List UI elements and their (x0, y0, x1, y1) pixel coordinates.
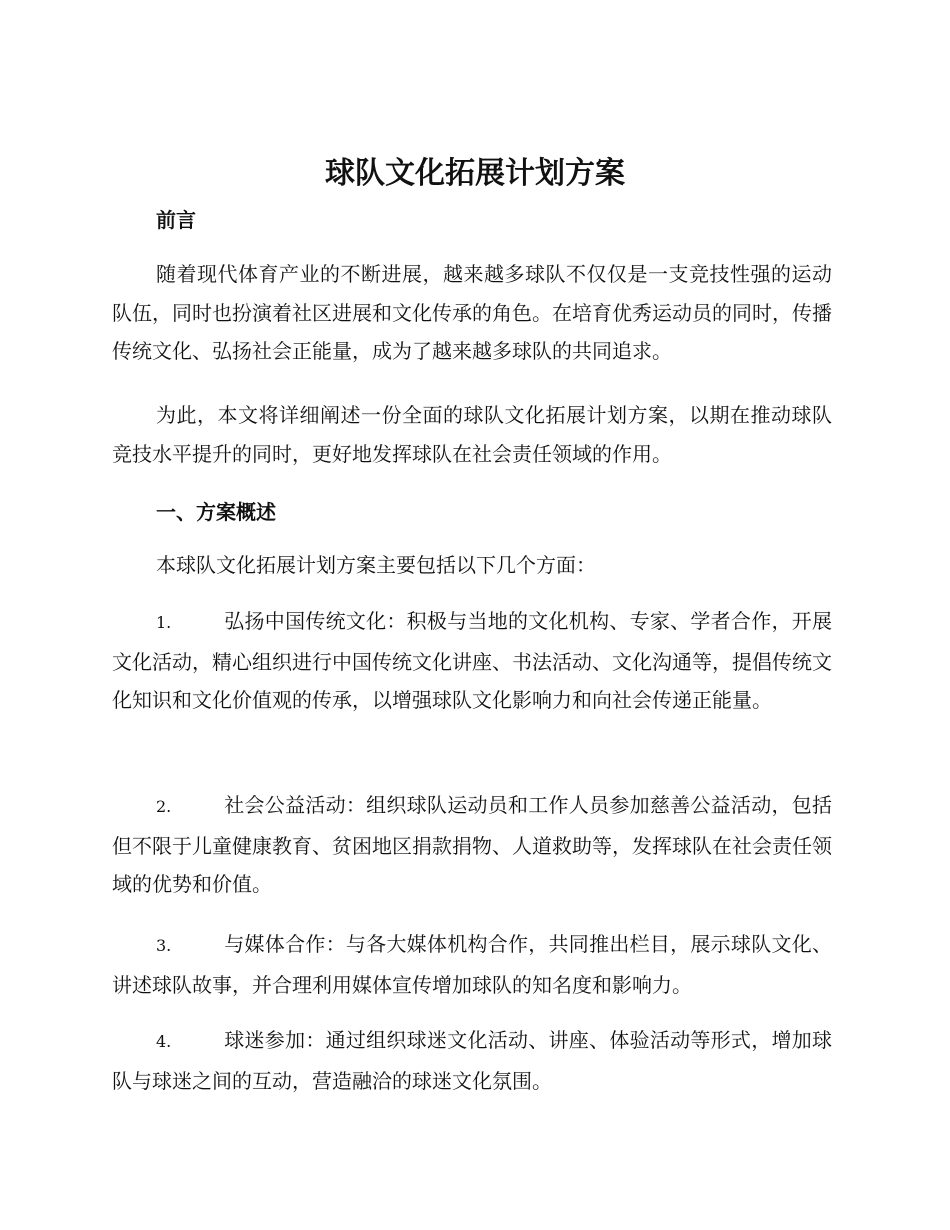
list-item (112, 925, 832, 1004)
list-item-text: 社会公益活动：组织球队运动员和工作人员参加慈善公益活动，包括但不限于儿童健康教育、贫困地区捐款捐物、人道救助等，发挥球队在社会责任领域的优势和价值。 (112, 793, 832, 896)
preface-heading: 前言 (156, 208, 196, 232)
list-item (112, 786, 832, 904)
section-1-intro: 本球队文化拓展计划方案主要包括以下几个方面： (156, 553, 596, 577)
list-item-text: 与媒体合作：与各大媒体机构合作，共同推出栏目，展示球队文化、讲述球队故事，并合理利用媒体宣传增加球队的知名度和影响力。 (112, 932, 832, 997)
preface-paragraph-1: 随着现代体育产业的不断进展，越来越多球队不仅仅是一支竞技性强的运动队伍，同时也扮演着社区进展和文化传承的角色。在培育优秀运动员的同时，传播传统文化、弘扬社会正能量，成为了越来越多球队的共同追求。 (112, 262, 832, 363)
list-item-number: 1. (156, 613, 172, 632)
list-item (112, 602, 832, 720)
list-item-number: 4. (156, 1032, 172, 1051)
list-item-text: 球迷参加：通过组织球迷文化活动、讲座、体验活动等形式，增加球队与球迷之间的互动，营造融洽的球迷文化氛围。 (112, 1028, 832, 1093)
list-item-number: 3. (156, 936, 172, 955)
list-item-text: 弘扬中国传统文化：积极与当地的文化机构、专家、学者合作，开展文化活动，精心组织进行中国传统文化讲座、书法活动、文化沟通等，提倡传统文化知识和文化价值观的传承，以增强球队文化影响力和向社会传递正能量。 (112, 609, 832, 712)
document-title: 球队文化拓展计划方案 (325, 156, 625, 191)
list-item (112, 1021, 832, 1100)
preface-paragraph-2: 为此，本文将详细阐述一份全面的球队文化拓展计划方案，以期在推动球队竞技水平提升的同时，更好地发挥球队在社会责任领域的作用。 (112, 403, 832, 466)
list-item-number: 2. (156, 797, 172, 816)
section-1-heading: 一、方案概述 (156, 500, 276, 524)
